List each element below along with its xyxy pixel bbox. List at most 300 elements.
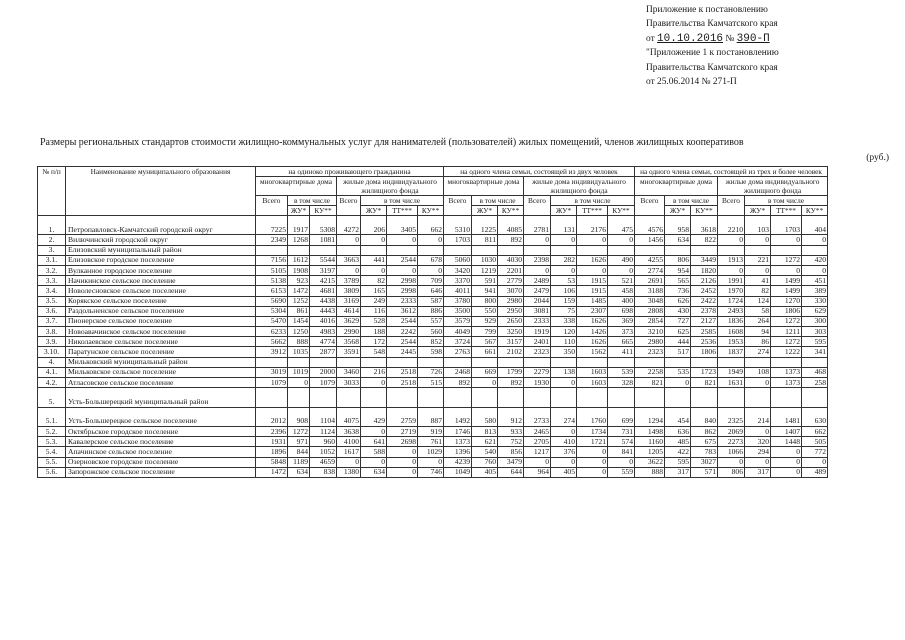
value-cell: 441 [361,255,387,265]
value-cell: 3780 [444,296,472,306]
value-cell: 0 [771,265,802,275]
value-cell: 103 [745,216,771,235]
value-cell: 841 [608,447,635,457]
municipality-name: Паратунское сельское поселение [66,347,256,357]
value-cell: 1608 [718,327,745,337]
value-cell: 2536 [691,337,718,347]
table-row [38,388,828,407]
num-value: 390-П [736,32,770,45]
value-cell: 1626 [577,255,608,265]
value-cell: 404 [802,216,828,235]
value-cell: 629 [802,306,828,316]
value-cell: 5060 [444,255,472,265]
value-cell: 249 [361,296,387,306]
value-cell [524,357,551,367]
row-number: 3.7. [38,316,66,326]
header-block [646,3,896,89]
value-cell [635,357,665,367]
value-cell: 2719 [387,426,418,436]
value-cell [745,388,771,407]
value-cell: 53 [551,276,577,286]
value-cell: 1492 [444,407,472,426]
value-cell: 0 [577,467,608,477]
value-cell: 172 [361,337,387,347]
value-cell: 411 [608,347,635,357]
value-cell [337,388,361,407]
value-cell: 0 [524,457,551,467]
zhu-header: ЖУ* [361,206,387,216]
value-cell: 429 [361,407,387,426]
row-number: 3.2. [38,265,66,275]
value-cell: 1252 [288,296,310,306]
value-cell: 844 [288,447,310,457]
table-row [38,276,828,286]
value-cell: 3449 [691,255,718,265]
municipality-name: Новолесновское сельское поселение [66,286,256,296]
value-cell: 1454 [288,316,310,326]
municipality-name: Раздольненское сельское поселение [66,306,256,316]
value-cell: 1970 [718,286,745,296]
value-cell: 3169 [337,296,361,306]
value-cell: 389 [802,286,828,296]
col-no-header: № п/п [38,167,66,216]
value-cell: 5138 [256,276,288,286]
value-cell: 1380 [337,467,361,477]
value-cell: 3070 [498,286,524,296]
value-cell: 159 [551,296,577,306]
value-cell: 1472 [256,467,288,477]
value-cell: 405 [551,467,577,477]
value-cell: 108 [745,367,771,377]
value-cell: 6153 [256,286,288,296]
value-cell: 110 [551,337,577,347]
value-cell: 1991 [718,276,745,286]
value-cell: 760 [472,457,498,467]
value-cell: 662 [802,426,828,436]
value-cell: 2468 [444,367,472,377]
table-row [38,327,828,337]
value-cell: 625 [665,327,691,337]
value-cell: 1407 [771,426,802,436]
municipality-name: Усть-Большерецкое сельское поселение [66,407,256,426]
value-cell: 0 [524,235,551,245]
value-cell: 1272 [771,316,802,326]
value-cell: 1250 [288,327,310,337]
indiv-header: жилые дома индивидуального жилищного фонда [524,177,635,196]
value-cell: 1373 [771,378,802,388]
value-cell [498,245,524,255]
value-cell: 2044 [524,296,551,306]
value-cell: 2333 [387,296,418,306]
value-cell: 2698 [387,437,418,447]
row-number: 3.1. [38,255,66,265]
value-cell: 0 [745,378,771,388]
value-cell: 274 [745,347,771,357]
municipality-name: Кавалерское сельское поселение [66,437,256,447]
value-cell: 7156 [256,255,288,265]
value-cell: 892 [498,378,524,388]
header-line: Правительства Камчатского края [646,19,778,30]
incl-header: в том числе [288,196,337,206]
total-header: Всего [337,196,361,216]
row-number: 5.1. [38,407,66,426]
value-cell: 1448 [771,437,802,447]
value-cell: 587 [418,296,444,306]
value-cell: 557 [418,316,444,326]
value-cell: 1806 [691,347,718,357]
value-cell [256,245,288,255]
value-cell: 0 [771,457,802,467]
value-cell: 838 [310,467,337,477]
multi-header: многоквартирные дома [444,177,524,196]
total-header: Всего [635,196,665,216]
value-cell [577,388,608,407]
value-cell: 4438 [310,296,337,306]
value-cell [745,245,771,255]
row-number: 4. [38,357,66,367]
value-cell: 1019 [288,367,310,377]
value-cell: 3197 [310,265,337,275]
value-cell: 2650 [498,316,524,326]
value-cell: 0 [337,265,361,275]
value-cell: 0 [524,265,551,275]
row-number: 5.3. [38,437,66,447]
value-cell: 274 [551,407,577,426]
incl-header: в том числе [665,196,718,206]
municipality-name: Усть-Большерецкий муниципальный район [66,388,256,407]
value-cell: 3081 [524,306,551,316]
value-cell: 1631 [718,378,745,388]
value-cell: 0 [802,457,828,467]
municipality-name: Елизовское городское поселение [66,255,256,265]
value-cell: 373 [608,327,635,337]
value-cell: 678 [418,255,444,265]
value-cell: 264 [745,316,771,326]
row-number: 2. [38,235,66,245]
col-name-header: Наименование муниципального образования [66,167,256,216]
value-cell: 0 [608,265,635,275]
value-cell: 82 [745,286,771,296]
value-cell: 840 [691,407,718,426]
value-cell: 0 [771,447,802,457]
value-cell [444,245,472,255]
value-cell: 1953 [718,337,745,347]
value-cell: 1030 [472,255,498,265]
value-cell: 4215 [310,276,337,286]
value-cell: 468 [802,367,828,377]
value-cell: 490 [608,255,635,265]
value-cell: 821 [691,378,718,388]
value-cell: 0 [361,457,387,467]
value-cell [418,245,444,255]
value-cell: 772 [802,447,828,457]
value-cell: 698 [608,306,635,316]
value-cell: 300 [802,316,828,326]
value-cell: 5105 [256,265,288,275]
value-cell: 5690 [256,296,288,306]
value-cell: 2950 [498,306,524,316]
value-cell: 3809 [337,286,361,296]
value-cell: 400 [608,296,635,306]
municipality-name: Вулканное городское поселение [66,265,256,275]
value-cell [718,388,745,407]
value-cell [310,388,337,407]
value-cell: 1035 [288,347,310,357]
value-cell: 0 [551,265,577,275]
group-two-header: на одного члена семьи, состоящей из двух человек [444,167,635,177]
value-cell [608,245,635,255]
value-cell [577,245,608,255]
ku-header: КУ** [802,206,828,216]
value-cell: 0 [577,447,608,457]
value-cell: 0 [361,426,387,436]
value-cell: 444 [665,337,691,347]
value-cell [551,357,577,367]
standards-table [37,166,828,478]
value-cell: 1272 [288,426,310,436]
value-cell: 2452 [691,286,718,296]
value-cell: 912 [498,407,524,426]
value-cell: 886 [418,306,444,316]
value-cell: 2273 [718,437,745,447]
value-cell: 2998 [387,276,418,286]
header-line: Приложение к постановлению [646,5,768,15]
header-date-line [646,32,896,46]
value-cell: 806 [718,467,745,477]
value-cell: 320 [745,437,771,447]
value-cell [524,245,551,255]
value-cell: 454 [665,407,691,426]
value-cell: 0 [288,378,310,388]
value-cell: 3027 [691,457,718,467]
value-cell: 0 [771,467,802,477]
value-cell: 2774 [635,265,665,275]
value-cell [608,388,635,407]
value-cell: 2518 [387,367,418,377]
value-cell: 1211 [771,327,802,337]
value-cell: 0 [551,378,577,388]
value-cell: 571 [691,467,718,477]
value-cell: 430 [665,306,691,316]
value-cell: 131 [551,216,577,235]
value-cell: 560 [418,327,444,337]
value-cell: 1081 [310,235,337,245]
value-cell: 2781 [524,216,551,235]
row-number: 5.6. [38,467,66,477]
municipality-name: Петропавловск-Камчатский городской округ [66,216,256,235]
value-cell: 2705 [524,437,551,447]
value-cell: 116 [361,306,387,316]
value-cell: 731 [608,426,635,436]
value-cell: 517 [665,347,691,357]
value-cell: 3048 [635,296,665,306]
value-cell: 2258 [635,367,665,377]
table-row [38,457,828,467]
value-cell: 1915 [577,276,608,286]
value-cell: 4983 [310,327,337,337]
value-cell: 634 [288,467,310,477]
value-cell: 1079 [256,378,288,388]
value-cell: 1760 [577,407,608,426]
value-cell: 821 [635,378,665,388]
value-cell [771,357,802,367]
value-cell: 2176 [577,216,608,235]
value-cell: 550 [472,306,498,316]
value-cell: 1498 [635,426,665,436]
value-cell [691,245,718,255]
value-cell: 1205 [635,447,665,457]
indiv-header: жилые дома индивидуального жилищного фонда [337,177,444,196]
value-cell: 0 [718,235,745,245]
value-cell: 2242 [387,327,418,337]
value-cell: 2544 [387,337,418,347]
value-cell: 2201 [498,265,524,275]
value-cell: 3789 [337,276,361,286]
value-cell: 4049 [444,327,472,337]
value-cell: 1272 [771,255,802,265]
value-cell: 3460 [337,367,361,377]
value-cell: 0 [387,447,418,457]
table-row [38,306,828,316]
municipality-name: Корякское сельское поселение [66,296,256,306]
value-cell [444,357,472,367]
value-cell: 3912 [256,347,288,357]
value-cell: 1703 [771,216,802,235]
value-cell: 1724 [718,296,745,306]
value-cell: 3250 [498,327,524,337]
row-number: 3. [38,245,66,255]
value-cell: 485 [665,437,691,447]
value-cell: 892 [498,235,524,245]
value-cell: 350 [551,347,577,357]
value-cell: 0 [337,457,361,467]
value-cell: 1456 [635,235,665,245]
group-single-header: на одиноко проживающего гражданина [256,167,444,177]
value-cell: 2445 [387,347,418,357]
ku-header: КУ** [498,206,524,216]
total-header: Всего [256,196,288,216]
value-cell [361,357,387,367]
value-cell: 7225 [256,216,288,235]
ku-header: КУ** [691,206,718,216]
table-row [38,216,828,235]
value-cell: 5310 [444,216,472,235]
group-three-header: на одного члена семьи, состоящей из трех и более человек [635,167,828,177]
value-cell: 1806 [771,306,802,316]
table-row [38,296,828,306]
municipality-name: Вилючинский городской округ [66,235,256,245]
value-cell: 3420 [444,265,472,275]
value-cell: 813 [472,426,498,436]
value-cell [361,388,387,407]
zhu-header: ЖУ* [288,206,310,216]
value-cell: 929 [472,316,498,326]
value-cell: 2990 [337,327,361,337]
value-cell: 5544 [310,255,337,265]
value-cell: 646 [418,286,444,296]
value-cell [691,357,718,367]
value-cell [718,357,745,367]
row-number: 4.2. [38,378,66,388]
value-cell: 4075 [337,407,361,426]
value-cell [802,245,828,255]
value-cell: 4239 [444,457,472,467]
value-cell: 1124 [310,426,337,436]
value-cell: 2279 [524,367,551,377]
value-cell: 2493 [718,306,745,316]
table-row [38,286,828,296]
value-cell: 0 [802,265,828,275]
row-number: 5.4. [38,447,66,457]
municipality-name: Елизовский муниципальный район [66,245,256,255]
value-cell: 591 [472,276,498,286]
value-cell: 3370 [444,276,472,286]
value-cell [418,388,444,407]
value-cell: 1919 [524,327,551,337]
row-number: 3.8. [38,327,66,337]
value-cell: 2307 [577,306,608,316]
value-cell: 294 [745,447,771,457]
value-cell [256,388,288,407]
value-cell: 1626 [577,337,608,347]
value-cell: 1049 [444,467,472,477]
value-cell: 800 [472,296,498,306]
value-cell: 580 [472,407,498,426]
value-cell: 317 [745,467,771,477]
value-cell: 5470 [256,316,288,326]
value-cell: 1562 [577,347,608,357]
value-cell: 458 [608,286,635,296]
value-cell: 1219 [472,265,498,275]
row-number: 3.3. [38,276,66,286]
value-cell [635,245,665,255]
value-cell: 0 [387,235,418,245]
value-cell: 641 [361,437,387,447]
value-cell: 783 [691,447,718,457]
header-line: Правительства Камчатского края [646,62,778,73]
value-cell: 1294 [635,407,665,426]
value-cell: 2733 [524,407,551,426]
value-cell: 1066 [718,447,745,457]
value-cell: 1917 [288,216,310,235]
value-cell: 1270 [771,296,802,306]
value-cell [665,245,691,255]
table-row [38,255,828,265]
value-cell: 0 [665,378,691,388]
value-cell: 726 [418,367,444,377]
value-cell: 630 [802,407,828,426]
value-cell: 216 [361,367,387,377]
value-cell: 4255 [635,255,665,265]
value-cell: 422 [665,447,691,457]
value-cell: 4443 [310,306,337,316]
ku-header: КУ** [418,206,444,216]
value-cell [472,357,498,367]
value-cell: 856 [498,447,524,457]
ku-header: КУ** [608,206,635,216]
value-cell: 165 [361,286,387,296]
value-cell: 1217 [524,447,551,457]
value-cell: 41 [745,276,771,286]
value-cell: 0 [718,457,745,467]
value-cell: 806 [665,255,691,265]
value-cell: 954 [665,265,691,275]
value-cell: 2396 [256,426,288,436]
value-cell: 2691 [635,276,665,286]
multi-header: многоквартирные дома [635,177,718,196]
value-cell: 1836 [718,316,745,326]
value-cell [577,357,608,367]
